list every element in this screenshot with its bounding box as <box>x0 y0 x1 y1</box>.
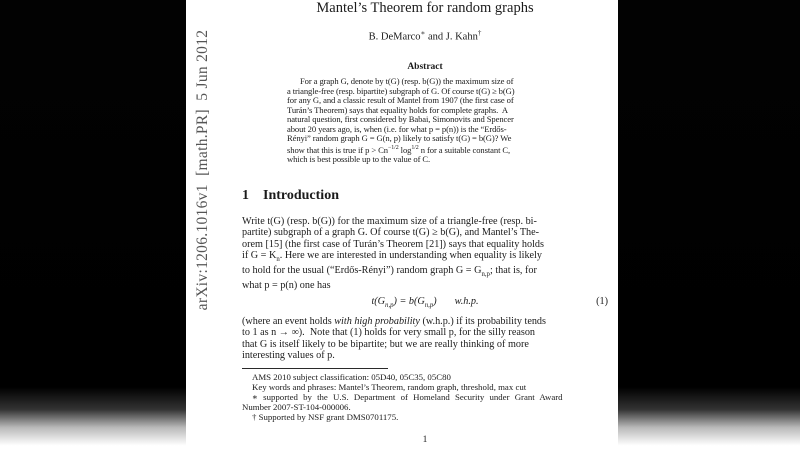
abstract-line: Turán’s Theorem) says that equality holds for complete graphs. A <box>287 104 508 115</box>
text-line-italic <box>242 316 608 327</box>
footnotes <box>242 372 608 422</box>
text-line-math <box>242 265 608 280</box>
paper-page <box>186 0 618 450</box>
subscript: n,p <box>385 302 394 310</box>
section-heading <box>242 188 339 204</box>
exponent: 1/2 <box>411 144 419 151</box>
text-part: . Here we are interested in understanding when equality is likely <box>279 249 542 261</box>
page-number: 1 <box>422 435 428 445</box>
text-line: partite) subgraph of a graph G. Of course t(G) ≥ b(G), and Mantel’s The- <box>242 227 540 239</box>
abstract-heading: Abstract <box>407 62 443 72</box>
abstract-line: for any G, and a classic result of Mantel from 1907 (the first case of <box>287 95 514 106</box>
letterbox-right <box>618 0 800 450</box>
text-line: to 1 as n → ∞). Note that (1) holds for very small p, for the silly reason <box>242 327 536 339</box>
paper-title: Mantel’s Theorem for random graphs <box>316 0 534 16</box>
equation-part: ) <box>433 296 437 307</box>
author-2: and J. Kahn <box>425 31 478 43</box>
equation-number: (1) <box>596 296 608 307</box>
whp-label: w.h.p. <box>454 296 479 307</box>
section-number: 1 <box>242 188 249 203</box>
equation-body <box>371 296 479 310</box>
abstract-line: For a graph G, denote by t(G) (resp. b(G)) the maximum size of <box>300 76 514 86</box>
text-part: ; that is, for <box>489 265 537 277</box>
letterbox-left <box>0 0 186 450</box>
author-1: B. DeMarco <box>368 31 421 43</box>
subscript: n,p <box>481 271 490 279</box>
abstract-line: about 20 years ago, is, when (i.e. for what p = p(n)) is the “Erdős- <box>287 123 507 134</box>
abstract-text-part: n for a suitable constant C, <box>418 144 511 155</box>
abstract-line: Rényi” random graph G = G(n, p) likely to satisfy t(G) = b(G)? We <box>287 133 512 144</box>
emphasized-text: with high probability <box>334 316 420 327</box>
abstract-text-part: show that this is true if p > Cn <box>287 144 388 155</box>
exponent: −1/2 <box>387 144 399 151</box>
text-line: that G is itself likely to be bipartite; but we are really thinking of more <box>242 338 529 350</box>
text-part: (where an event holds <box>242 316 335 327</box>
footnote-classification: AMS 2010 subject classification: 05D40, 05C35, 05C80 <box>252 372 451 382</box>
abstract-line: a triangle-free (resp. bipartite) subgraph of G. Of course t(G) ≥ b(G) <box>287 85 515 96</box>
intro-paragraph-1 <box>242 216 608 292</box>
text-part: to hold for the usual (“Erdős-Rényi”) random graph G = G <box>242 265 482 277</box>
equation-part: t(G <box>371 296 386 307</box>
text-line: Write t(G) (resp. b(G)) for the maximum size of a triangle-free (resp. bi- <box>242 216 537 227</box>
author-1-footnote-mark: ∗ <box>420 29 426 37</box>
footnote-support-1: ∗ supported by the U.S. Department of Homeland Security under Grant Award <box>252 392 563 403</box>
equation-1 <box>242 296 608 309</box>
paper-content <box>242 0 608 450</box>
author-2-footnote-mark: † <box>477 29 482 37</box>
equation-part: ) = b(G <box>393 296 425 307</box>
abstract-text-part: log <box>398 144 412 155</box>
abstract-text <box>287 77 567 165</box>
arxiv-watermark: arXiv:1206.1016v1 [math.PR] 5 Jun 2012 <box>194 29 211 311</box>
subscript: n <box>276 255 280 263</box>
abstract-line: natural question, first considered by Babai, Simonovits and Spencer <box>287 114 514 125</box>
text-part: (w.h.p.) if its probability tends <box>419 316 546 327</box>
text-line-math <box>242 250 608 265</box>
footnote-keywords: Key words and phrases: Mantel’s Theorem, random graph, threshold, max cut <box>252 382 527 393</box>
text-line: orem [15] (the first case of Turán’s Theorem [21]) says that equality holds <box>242 238 544 250</box>
subscript: n,p <box>424 302 434 310</box>
footnote-support-2: † Supported by NSF grant DMS0701175. <box>252 412 399 423</box>
section-title: Introduction <box>263 188 339 203</box>
authors-line <box>242 29 608 43</box>
footnote-rule <box>242 368 388 369</box>
text-part: if G = K <box>242 249 277 261</box>
text-line: interesting values of p. <box>242 349 335 361</box>
footnote-support-1-cont: Number 2007-ST-104-000006. <box>242 402 351 413</box>
abstract-line: which is best possible up to the value of C. <box>287 154 431 165</box>
intro-paragraph-2 <box>242 316 608 361</box>
text-line: what p = p(n) one has <box>242 280 331 292</box>
